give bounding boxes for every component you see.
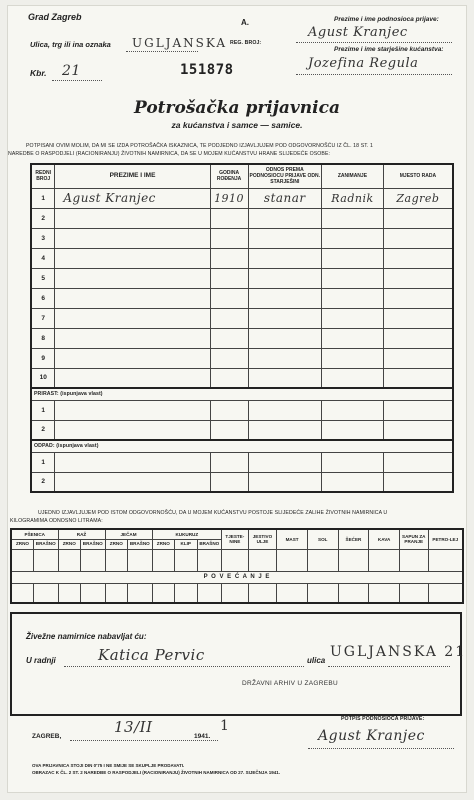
document-page (8, 6, 466, 792)
kbr-label: Kbr. (30, 68, 47, 78)
table-row (31, 328, 453, 348)
stock-line-2: KILOGRAMIMA ODNOSNO LITRAMA: (10, 518, 103, 524)
row-number: 9 (31, 348, 55, 368)
series-letter: A. (241, 18, 249, 27)
reg-label: REG. BROJ: (230, 40, 262, 46)
group-barley: JEČAM (105, 529, 152, 539)
row-number: 4 (31, 248, 55, 268)
col-salt: SOL (307, 529, 338, 549)
sub-grain: ZRNO (58, 539, 80, 549)
table-row (31, 348, 453, 368)
place-label: ZAGREB, (32, 733, 62, 740)
price-note: OVA PRIJAVNICA STOJI DIN 0'75 I NE SMIJE SE SKUPLJE PRODAVATI. (32, 763, 185, 768)
table-row (31, 288, 453, 308)
col-header-name: PREZIME I IME (55, 164, 210, 188)
row-number: 1 (31, 452, 55, 472)
col-header-no: REDNI BROJ (31, 164, 55, 188)
shop-label: U radnji (26, 656, 56, 665)
col-sugar: ŠEĆER (338, 529, 369, 549)
col-soap: SAPUN ZA PRANJE (399, 529, 428, 549)
year-label: 1941. (194, 733, 211, 740)
row-number: 2 (31, 208, 55, 228)
member-year: 1910 (210, 188, 248, 208)
date-value: 13/II (114, 718, 153, 736)
row-number: 1 (31, 188, 55, 208)
intro-line-2: NAREDBE O RASPODJELI (RACIONIRANJU) ŽIVOTNIH NAMIRNICA, DA SE U MOJEM KUĆANSTVU HRANE SLIJEDEĆE OSOBE: (8, 151, 331, 157)
table-row (31, 420, 453, 440)
arrivals-label: PRIRAST: (ispunjava vlast) (31, 388, 453, 400)
member-relation: stanar (248, 188, 322, 208)
sub-grain: ZRNO (11, 539, 33, 549)
sub-grain: ZRNO (152, 539, 174, 549)
members-table (30, 163, 454, 493)
street-value: UGLJANSKA (132, 36, 228, 50)
table-row (31, 368, 453, 388)
table-row (31, 268, 453, 288)
col-petroleum: PETRO-LEJ (428, 529, 463, 549)
shop-value: Katica Pervic (98, 646, 205, 664)
table-row (31, 228, 453, 248)
submitter-value: Agust Kranjec (308, 25, 408, 40)
signature-value: Agust Kranjec (318, 728, 425, 744)
row-number: 2 (31, 472, 55, 492)
form-subtitle: za kućanstva i samce — samice. (171, 120, 303, 130)
group-rye: RAŽ (58, 529, 105, 539)
col-coffee: KAVA (369, 529, 400, 549)
purchase-street-label: ulica (307, 656, 326, 665)
stock-table (10, 528, 464, 604)
stock-line-1: UJEDNO IZJAVLJUJEM POD ISTOM ODGOVORNOŠĆU, DA U MOJEM KUĆANSTVU POSTOJE SLIJEDEĆE ZALIHE ŽIVOTNIH NAMIRNICA U (38, 510, 388, 516)
purchase-street-value: UGLJANSKA 21 (330, 644, 467, 660)
row-number: 10 (31, 368, 55, 388)
row-number: 7 (31, 308, 55, 328)
year-mark-icon: 1 (220, 718, 230, 734)
city-label: Grad Zagreb (28, 12, 82, 22)
head-label: Prezime i ime starješine kućanstva: (334, 46, 444, 53)
table-row (31, 188, 453, 208)
table-row (31, 248, 453, 268)
member-occupation: Radnik (322, 188, 384, 208)
table-row (31, 452, 453, 472)
table-row (31, 400, 453, 420)
street-label: Ulica, trg ili ina oznaka (30, 40, 111, 49)
sub-flour: BRAŠNO (81, 539, 106, 549)
group-wheat: PŠENICA (11, 529, 58, 539)
col-pasta: TJESTE-NINE (222, 529, 249, 549)
stock-values-row (11, 549, 463, 571)
row-number: 5 (31, 268, 55, 288)
form-title: Potrošačka prijavnica (134, 98, 340, 118)
archive-stamp: DRŽAVNI ARHIV U ZAGREBU (242, 680, 338, 687)
table-row (31, 472, 453, 492)
increase-label: P O V E Ć A N J E (11, 571, 463, 583)
row-number: 3 (31, 228, 55, 248)
head-value: Jozefina Regula (308, 56, 419, 71)
form-reference-note: OBRAZAC K ČL. 2 ST. 2 NAREDBE O RASPODJELI (RACIONIRANJU) ŽIVOTNIH NAMIRNICA OD 27. SIJEČNJA 1941. (32, 770, 280, 775)
row-number: 6 (31, 288, 55, 308)
sub-flour: BRAŠNO (128, 539, 153, 549)
col-header-year: GODINA ROĐENJA (210, 164, 248, 188)
col-header-occupation: ZANIMANJE (322, 164, 384, 188)
increase-values-row (11, 583, 463, 603)
member-name: Agust Kranjec (55, 188, 210, 208)
table-row (31, 208, 453, 228)
reg-number: 151878 (180, 62, 234, 78)
table-row (31, 308, 453, 328)
purchase-box (10, 612, 467, 716)
member-workplace: Zagreb (383, 188, 453, 208)
sub-flour: BRAŠNO (33, 539, 58, 549)
submitter-label: Prezime i ime podnosioca prijave: (334, 16, 439, 23)
row-number: 2 (31, 420, 55, 440)
col-header-workplace: MJESTO RADA (383, 164, 453, 188)
purchase-label: Živežne namirnice nabavljat ću: (26, 632, 147, 641)
signature-label: POTPIS PODNOSIOCA PRIJAVE: (341, 716, 425, 722)
intro-line-1: POTPISANI OVIM MOLIM, DA MI SE IZDA POTROŠAČKA ISKAZNICA, TE PODJEDNO IZJAVLJUJEM POD ODGOVORNOŠĆU IZ ČL. 18 ST. 1 (26, 143, 374, 149)
row-number: 1 (31, 400, 55, 420)
departures-label: ODPAD: (ispunjava vlast) (31, 440, 453, 452)
sub-cob: KLIP (175, 539, 197, 549)
sub-grain: ZRNO (105, 539, 127, 549)
row-number: 8 (31, 328, 55, 348)
col-lard: MAST (277, 529, 308, 549)
col-oil: JESTIVO ULJE (248, 529, 277, 549)
kbr-value: 21 (62, 63, 81, 79)
group-corn: KUKURUZ (152, 529, 222, 539)
sub-flour: BRAŠNO (197, 539, 222, 549)
col-header-relation: ODNOS PREMA PODNOSIOCU PRIJAVE ODN. STARJEŠINI (248, 164, 322, 188)
